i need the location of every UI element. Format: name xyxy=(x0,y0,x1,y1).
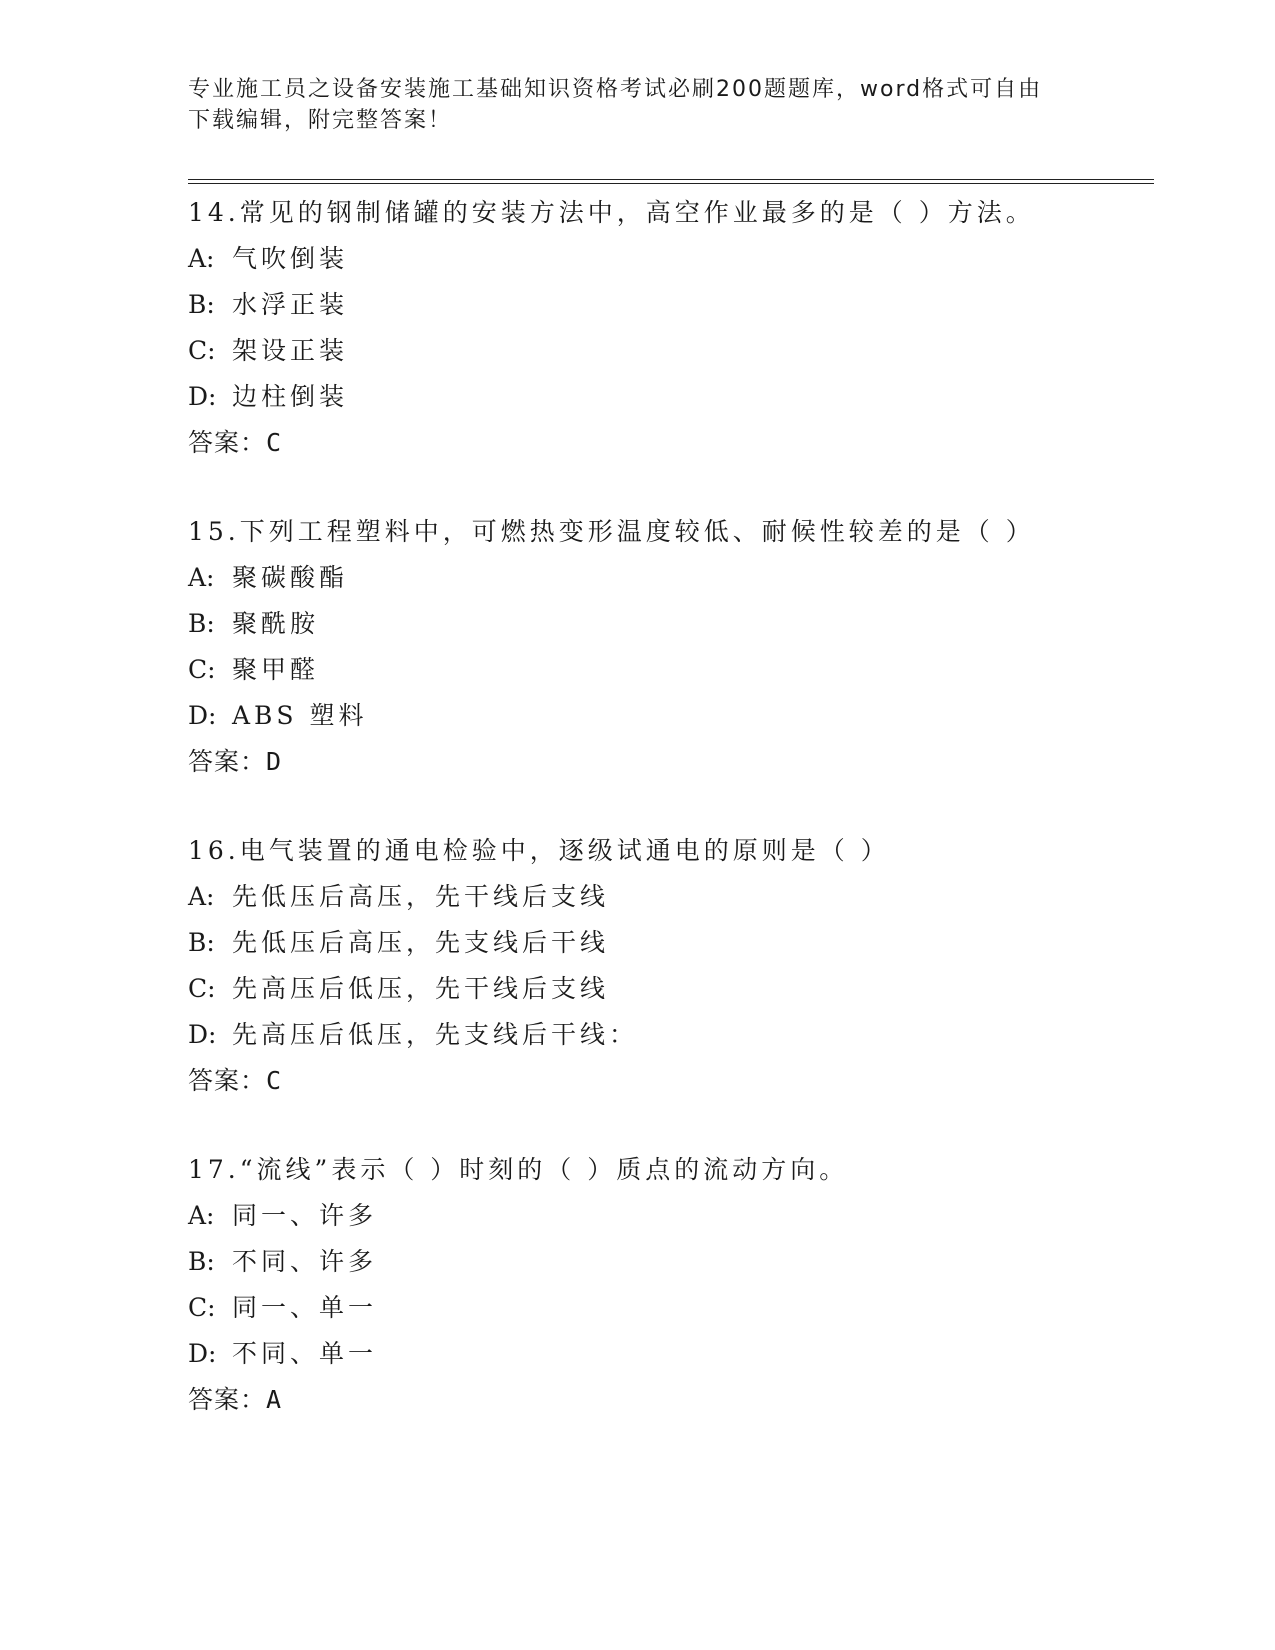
option-b xyxy=(188,920,1188,966)
option-letter: D: xyxy=(188,382,217,411)
option-letter: B: xyxy=(188,609,215,638)
answer-value: C xyxy=(266,1066,283,1095)
option-text: 不同、许多 xyxy=(232,1247,378,1276)
answer-value: A xyxy=(266,1385,283,1414)
question-title: 16.电气装置的通电检验中，逐级试通电的原则是（ ） xyxy=(188,836,890,865)
header-line-2: 下载编辑，附完整答案！ xyxy=(188,108,453,133)
option-text: 聚碳酸酯 xyxy=(232,563,349,592)
answer-label: 答案： xyxy=(188,1066,267,1095)
document-header xyxy=(188,74,1088,136)
option-letter: A: xyxy=(188,1201,215,1230)
option-b xyxy=(188,601,1188,647)
option-text: 先高压后低压，先干线后支线 xyxy=(232,974,610,1003)
question-14 xyxy=(188,190,1188,509)
option-letter: C: xyxy=(188,1293,216,1322)
option-text: 先低压后高压，先干线后支线 xyxy=(232,882,610,911)
option-letter: B: xyxy=(188,290,215,319)
option-letter: C: xyxy=(188,336,216,365)
question-17 xyxy=(188,1147,1188,1466)
option-c xyxy=(188,966,1188,1012)
question-title: 17.“流线”表示（ ）时刻的（ ）质点的流动方向。 xyxy=(188,1155,849,1184)
option-letter: B: xyxy=(188,1247,215,1276)
option-text: 同一、许多 xyxy=(232,1201,378,1230)
header-divider-bottom xyxy=(188,183,1154,184)
option-text: 先低压后高压，先支线后干线 xyxy=(232,928,610,957)
option-a xyxy=(188,874,1188,920)
option-letter: D: xyxy=(188,1339,217,1368)
option-letter: A: xyxy=(188,882,215,911)
answer-label: 答案： xyxy=(188,1385,267,1414)
option-text: 不同、单一 xyxy=(232,1339,378,1368)
option-text: 水浮正装 xyxy=(232,290,349,319)
answer-value: D xyxy=(266,747,283,776)
option-letter: D: xyxy=(188,1020,217,1049)
question-title: 14.常见的钢制储罐的安装方法中，高空作业最多的是（ ）方法。 xyxy=(188,198,1035,227)
option-a xyxy=(188,555,1188,601)
option-letter: B: xyxy=(188,928,215,957)
option-text: 先高压后低压，先支线后干线： xyxy=(232,1020,639,1049)
header-divider-top xyxy=(188,179,1154,180)
option-d xyxy=(188,1331,1188,1377)
option-d xyxy=(188,374,1188,420)
answer-label: 答案： xyxy=(188,747,267,776)
option-text: 边柱倒装 xyxy=(232,382,349,411)
answer-line xyxy=(188,420,1188,466)
option-a xyxy=(188,1193,1188,1239)
answer-line xyxy=(188,739,1188,785)
option-text: ABS 塑料 xyxy=(232,701,368,730)
option-text: 聚甲醛 xyxy=(232,655,320,684)
option-c xyxy=(188,1285,1188,1331)
option-letter: A: xyxy=(188,244,215,273)
option-letter: A: xyxy=(188,563,215,592)
option-a xyxy=(188,236,1188,282)
option-d xyxy=(188,693,1188,739)
answer-label: 答案： xyxy=(188,428,267,457)
option-c xyxy=(188,328,1188,374)
option-letter: D: xyxy=(188,701,217,730)
answer-line xyxy=(188,1377,1188,1423)
answer-line xyxy=(188,1058,1188,1104)
option-d xyxy=(188,1012,1188,1058)
question-list xyxy=(188,190,1188,1466)
option-b xyxy=(188,1239,1188,1285)
option-letter: C: xyxy=(188,974,216,1003)
option-text: 气吹倒装 xyxy=(232,244,349,273)
question-title: 15.下列工程塑料中，可燃热变形温度较低、耐候性较差的是（ ） xyxy=(188,517,1035,546)
question-16 xyxy=(188,828,1188,1147)
option-text: 聚酰胺 xyxy=(232,609,320,638)
answer-value: C xyxy=(266,428,283,457)
header-line-1: 专业施工员之设备安装施工基础知识资格考试必刷200题题库，word格式可自由 xyxy=(188,77,1043,102)
option-letter: C: xyxy=(188,655,216,684)
option-b xyxy=(188,282,1188,328)
option-text: 同一、单一 xyxy=(232,1293,378,1322)
option-text: 架设正装 xyxy=(232,336,349,365)
option-c xyxy=(188,647,1188,693)
question-15 xyxy=(188,509,1188,828)
